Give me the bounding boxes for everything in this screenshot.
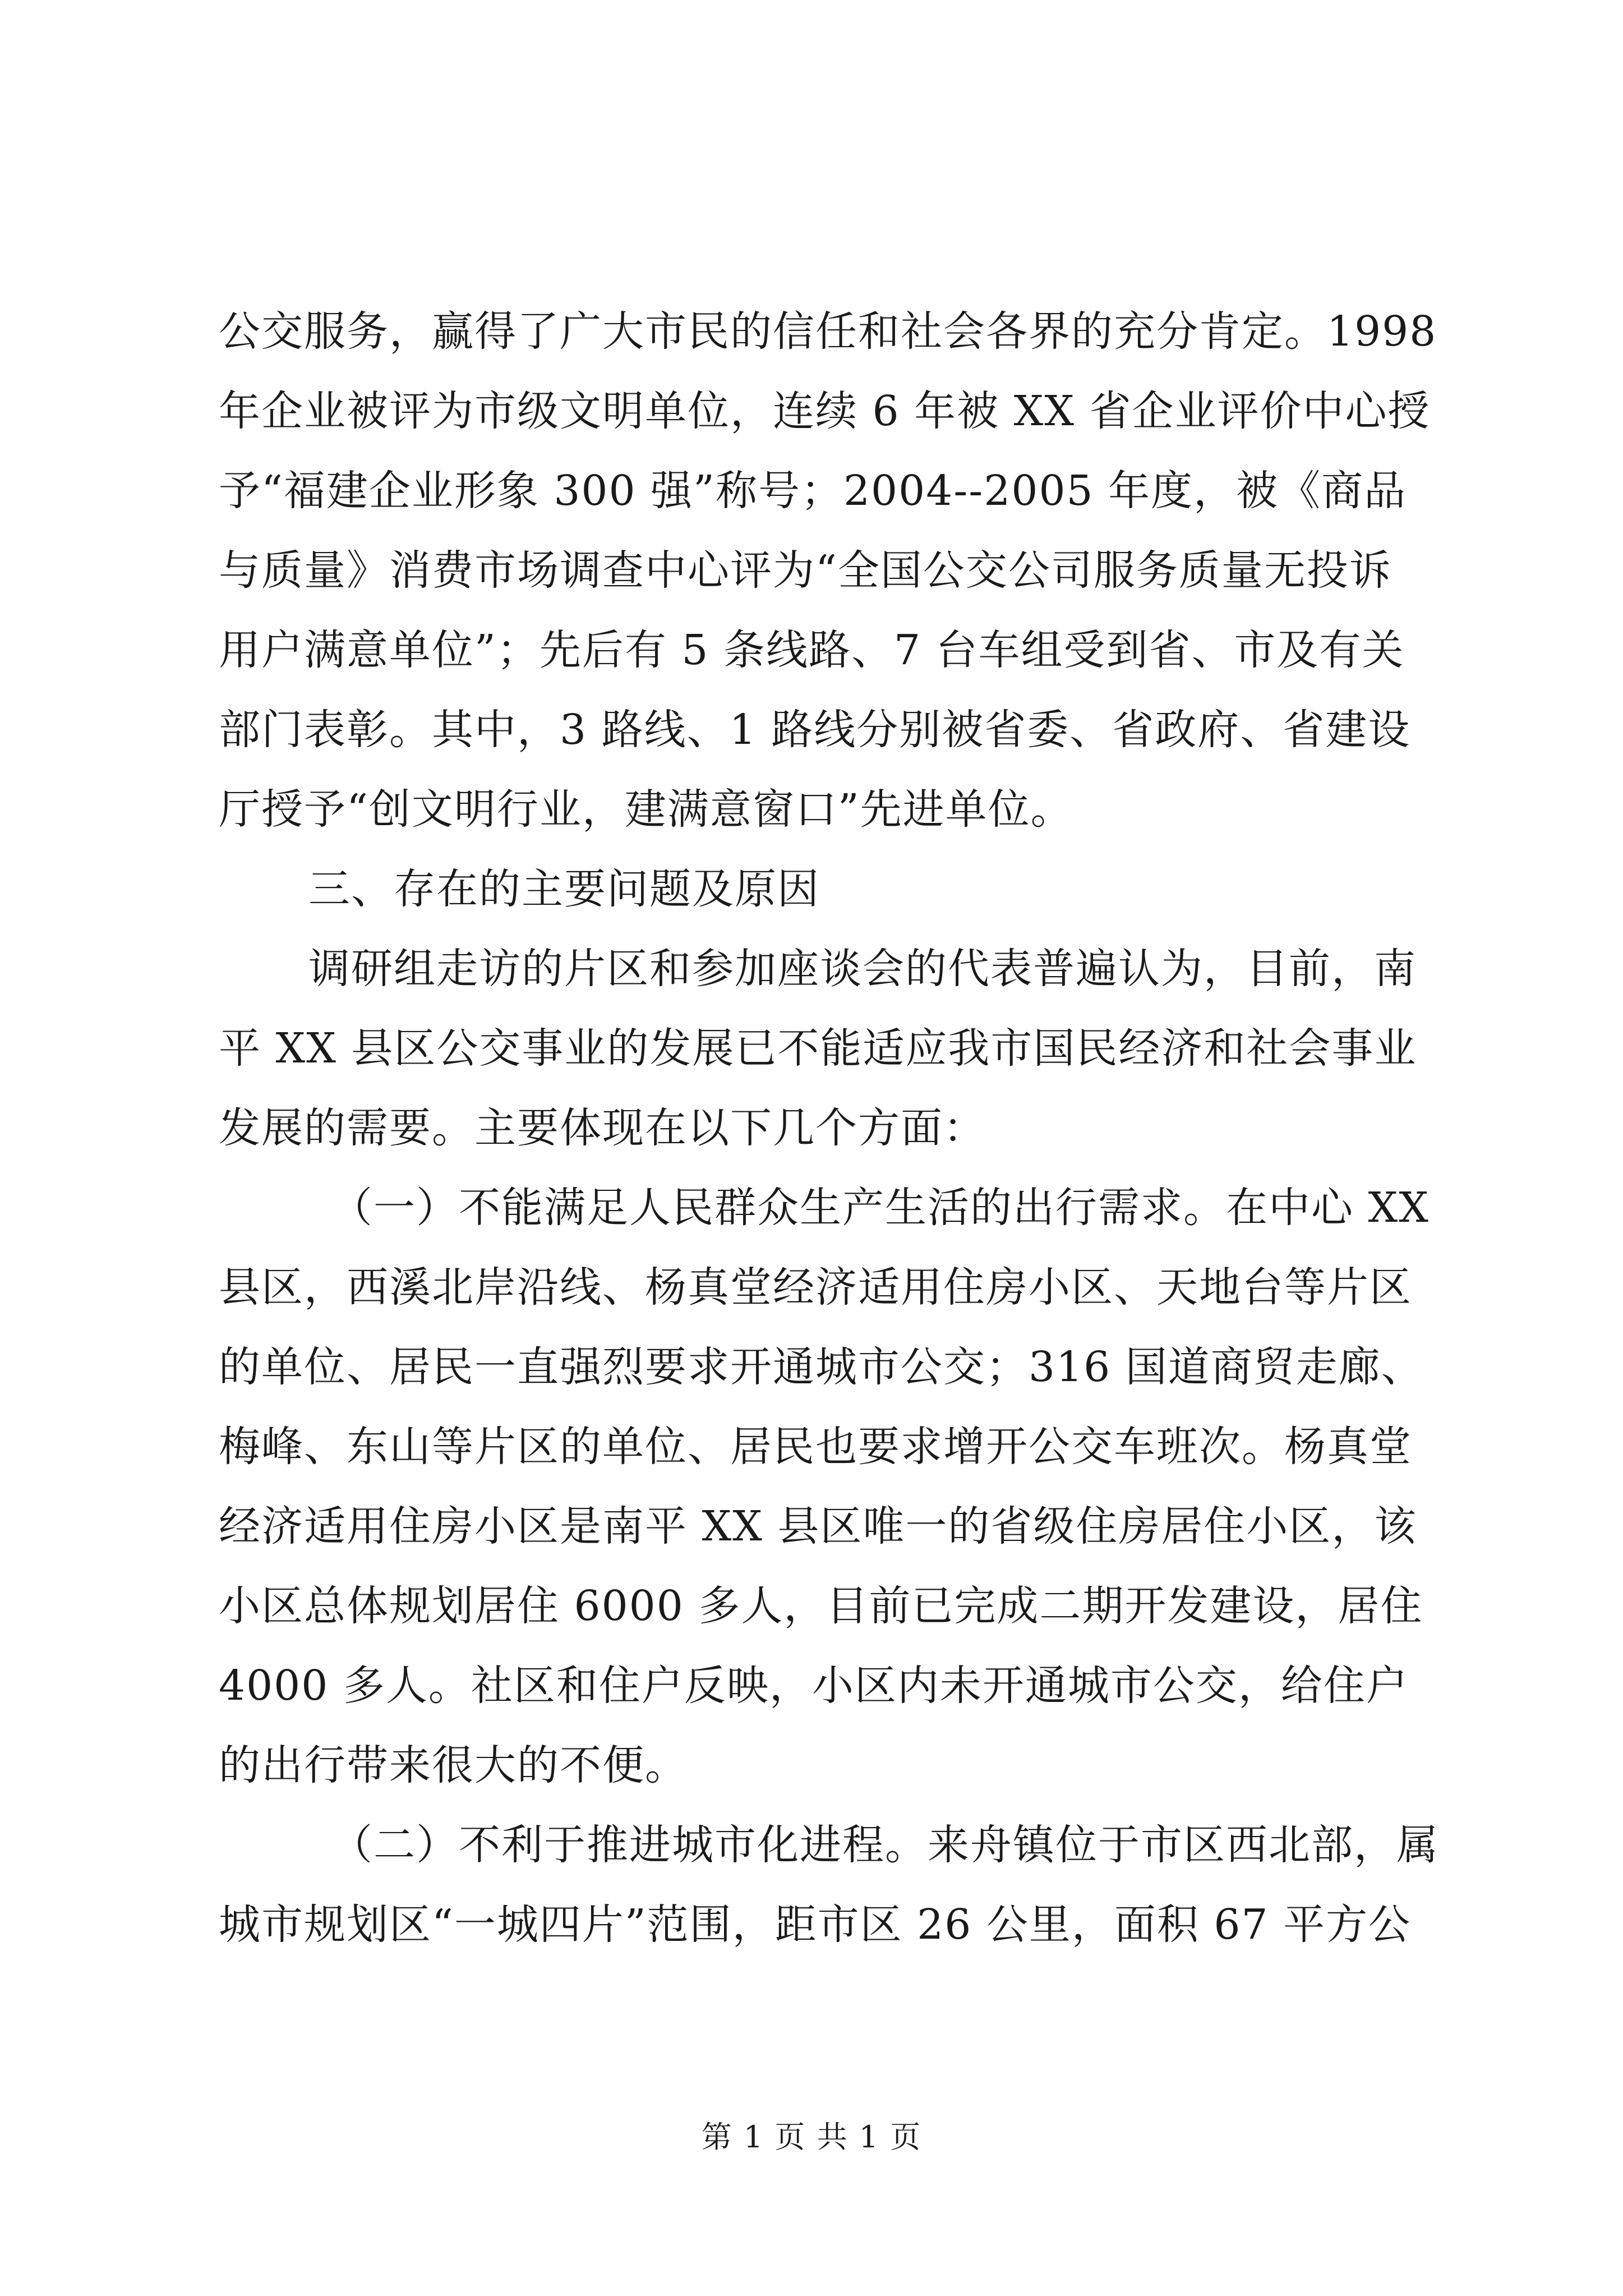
paragraph-line: 的单位、居民一直强烈要求开通城市公交；316 国道商贸走廊、 <box>219 1343 1424 1391</box>
paragraph-line: 予“福建企业形象 300 强”称号；2004--2005 年度，被《商品 <box>219 467 1407 515</box>
section-heading: 三、存在的主要问题及原因 <box>308 865 820 913</box>
paragraph-line: 厅授予“创文明行业，建满意窗口”先进单位。 <box>219 785 1073 834</box>
subsection-line: （二）不利于推进城市化进程。来舟镇位于市区西北部，属 <box>331 1821 1439 1869</box>
paragraph-line: 部门表彰。其中，3 路线、1 路线分别被省委、省政府、省建设 <box>219 706 1411 754</box>
paragraph-line: 县区，西溪北岸沿线、杨真堂经济适用住房小区、天地台等片区 <box>219 1263 1412 1312</box>
paragraph-line: 平 XX 县区公交事业的发展已不能适应我市国民经济和社会事业 <box>219 1024 1417 1073</box>
paragraph-line: 发展的需要。主要体现在以下几个方面： <box>219 1104 986 1152</box>
page-footer: 第 1 页 共 1 页 <box>701 2119 922 2155</box>
paragraph-line: 城市规划区“一城四片”范围，距市区 26 公里，面积 67 平方公 <box>219 1901 1412 1949</box>
paragraph-line: 的出行带来很大的不便。 <box>219 1741 688 1789</box>
paragraph-line: 梅峰、东山等片区的单位、居民也要求增开公交车班次。杨真堂 <box>219 1423 1412 1471</box>
paragraph-line: 公交服务，赢得了广大市民的信任和社会各界的充分肯定。1998 <box>219 307 1437 356</box>
paragraph-line: 小区总体规划居住 6000 多人，目前已完成二期开发建设，居住 <box>219 1582 1423 1630</box>
paragraph-line: 调研组走访的片区和参加座谈会的代表普遍认为，目前，南 <box>308 945 1417 993</box>
paragraph-line: 经济适用住房小区是南平 XX 县区唯一的省级住房居住小区，该 <box>219 1502 1417 1550</box>
subsection-line: （一）不能满足人民群众生产生活的出行需求。在中心 XX <box>331 1184 1430 1232</box>
paragraph-line: 4000 多人。社区和住户反映，小区内未开通城市公交，给住户 <box>219 1662 1409 1710</box>
paragraph-line: 年企业被评为市级文明单位，连续 6 年被 XX 省企业评价中心授 <box>219 387 1431 435</box>
body-text <box>219 292 1439 1964</box>
paragraph-line: 与质量》消费市场调查中心评为“全国公交公司服务质量无投诉 <box>219 546 1392 595</box>
paragraph-line: 用户满意单位”；先后有 5 条线路、7 台车组受到省、市及有关 <box>219 626 1405 674</box>
